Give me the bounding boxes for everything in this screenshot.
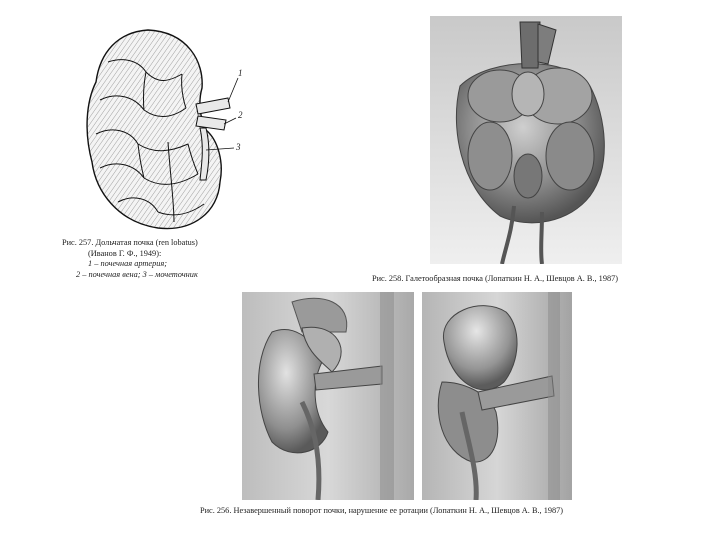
caption-257-legend-1: 1 – почечная артерия; <box>88 259 167 268</box>
figure-257-caption <box>62 238 198 280</box>
label-3: 3 <box>236 142 241 152</box>
label-1: 1 <box>238 68 243 78</box>
incomplete-rotation-left-image <box>242 292 414 500</box>
cake-kidney-image <box>430 16 622 264</box>
figure-258-caption: Рис. 258. Галетообразная почка (Лопаткин Н. А., Шевцов А. В., 1987) <box>372 274 619 283</box>
caption-257-source: (Иванов Г. Ф., 1949): <box>88 248 162 258</box>
figure-256-caption: Рис. 256. Незавершенный поворот почки, нарушение ее ротации (Лопаткин Н. А., Шевцов А. В., 1987) <box>200 506 564 515</box>
lobulated-kidney-illustration <box>78 22 248 234</box>
caption-257-legend-2: 2 – почечная вена; 3 – мочеточник <box>76 269 198 279</box>
caption-257-title: Рис. 257. Дольчатая почка (ren lobatus) <box>62 238 198 247</box>
incomplete-rotation-right-image <box>422 292 572 500</box>
label-2: 2 <box>238 110 243 120</box>
figure-256-right-photo <box>422 292 572 500</box>
figure-258-cake-kidney-photo <box>430 16 622 264</box>
figure-256-left-photo <box>242 292 414 500</box>
figure-257-lobulated-kidney-drawing <box>78 22 248 234</box>
